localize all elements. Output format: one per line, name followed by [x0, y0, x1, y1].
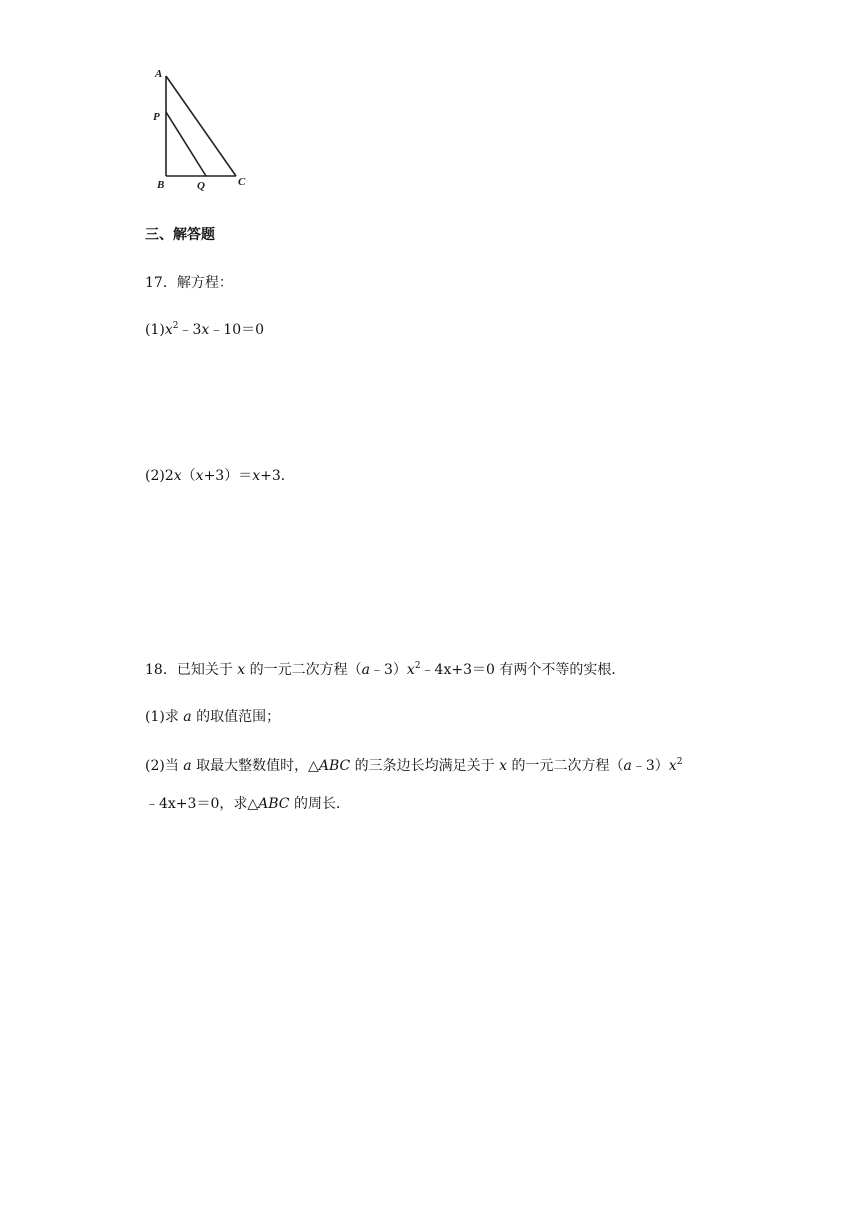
q18-part2-text-d: 的一元二次方程（: [507, 758, 624, 774]
label-p: P: [153, 111, 160, 123]
q17-part1-prefix: (1): [145, 322, 165, 338]
q18-part2-text-g: 的周长．: [289, 796, 350, 812]
q17-part2-var3: x: [252, 468, 261, 484]
q18-part2-var-a: a: [183, 758, 192, 774]
q18-prompt-text-b: 的一元二次方程（: [245, 662, 362, 678]
label-a: A: [155, 68, 163, 80]
q17-part1-exp: 2: [172, 321, 179, 331]
q18-prompt-var-x2: x: [406, 662, 415, 678]
q18-part1-text-a: (1)求: [145, 709, 184, 725]
q17-part2-tail: +3．: [260, 468, 295, 484]
q17-part2-paren: （: [181, 468, 196, 484]
q18-prompt-var-x: x: [237, 662, 246, 678]
q18-part2-var-x: x: [499, 758, 508, 774]
label-q: Q: [197, 180, 205, 192]
q18-part2-text-f: ﹣4x+3＝0，求△: [145, 796, 259, 812]
triangle-figure: [140, 62, 260, 202]
q18-part2-exp: 2: [676, 757, 683, 767]
q18-prompt-text-c: ﹣3）: [369, 662, 407, 678]
section-heading: 三、解答题: [145, 227, 215, 243]
q18-part1: [145, 706, 280, 726]
q17-part1-var: x: [164, 322, 173, 338]
q17-part2: [145, 465, 295, 485]
q18-prompt-text-a: 18．已知关于: [145, 662, 238, 678]
q17-part2-var: x: [173, 468, 182, 484]
triangle-diagram: [140, 62, 260, 202]
q18-part2-text-c: 的三条边长均满足关于: [350, 758, 500, 774]
q17-part1-rest-b: ﹣10＝0: [209, 322, 265, 338]
segment-pq: [166, 112, 206, 176]
q18-part2-text-e: ﹣3）: [631, 758, 669, 774]
q18-part2-text-b: 取最大整数值时，△: [191, 758, 319, 774]
q18-prompt: [145, 659, 625, 679]
q17-part2-var2: x: [195, 468, 204, 484]
q18-part2-text-a: (2)当: [145, 758, 184, 774]
q18-part1-var-a: a: [183, 709, 192, 725]
q17-prompt: 17．解方程：: [145, 275, 233, 291]
segment-ac: [166, 76, 236, 176]
q18-prompt-var-a: a: [361, 662, 370, 678]
q18-part2-abc: ABC: [318, 758, 351, 774]
q17-part1: [145, 319, 264, 339]
q17-part1-var2: x: [201, 322, 210, 338]
q18-part2-line1: [145, 755, 682, 775]
q17-part2-prefix: (2)2: [145, 468, 174, 484]
q17-part1-rest-a: ﹣3: [178, 322, 202, 338]
q18-part2-var-a2: a: [623, 758, 632, 774]
q18-prompt-exp: 2: [414, 661, 421, 671]
label-c: C: [238, 176, 246, 188]
q18-part2-abc2: ABC: [258, 796, 290, 812]
q18-part2-line2: [145, 793, 350, 813]
q18-prompt-text-d: ﹣4x+3＝0 有两个不等的实根．: [420, 662, 626, 678]
q18-part1-text-b: 的取值范围；: [191, 709, 281, 725]
label-b: B: [157, 179, 165, 191]
q18-part2-var-x2: x: [668, 758, 677, 774]
q17-part2-inner: +3）＝: [203, 468, 253, 484]
